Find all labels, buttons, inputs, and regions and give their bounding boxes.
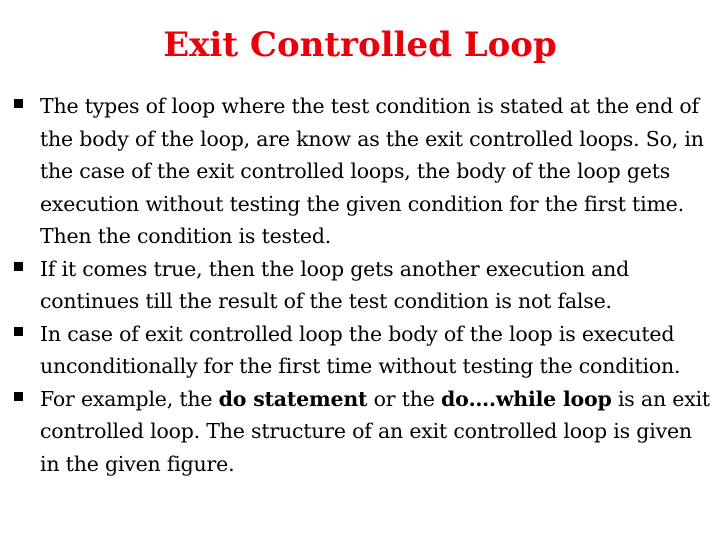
bullet-list <box>14 90 714 480</box>
square-bullet-icon <box>14 253 28 286</box>
bullet-text-part: For example, the <box>40 386 219 411</box>
bullet-text: If it comes true, then the loop gets another execution and continues till the result of the test condition is not false. <box>40 256 630 313</box>
keyword-do-while-loop: do….while loop <box>441 386 612 411</box>
square-bullet-icon <box>14 383 28 416</box>
bullet-item-2 <box>14 253 714 318</box>
bullet-text: In case of exit controlled loop the body of the loop is executed unconditionally for the first time without testing the condition. <box>40 321 681 378</box>
square-bullet-icon <box>14 318 28 351</box>
bullet-item-1 <box>14 90 714 253</box>
bullet-item-3 <box>14 318 714 383</box>
bullet-text-part: is an exit controlled loop. The structure of an exit controlled loop is given in the given figure. <box>40 386 710 476</box>
slide-title: Exit Controlled Loop <box>163 25 557 65</box>
bullet-item-4 <box>14 383 714 481</box>
bullet-text-part: or the <box>367 386 441 411</box>
square-bullet-icon <box>14 90 28 123</box>
bullet-text: The types of loop where the test condition is stated at the end of the body of the loop, are know as the exit controlled loops. So, in the case of the exit controlled loops, the body of the loop gets execution without testing the given condition for the first time. Then the condition is tested. <box>40 94 704 248</box>
keyword-do-statement: do statement <box>218 386 368 411</box>
